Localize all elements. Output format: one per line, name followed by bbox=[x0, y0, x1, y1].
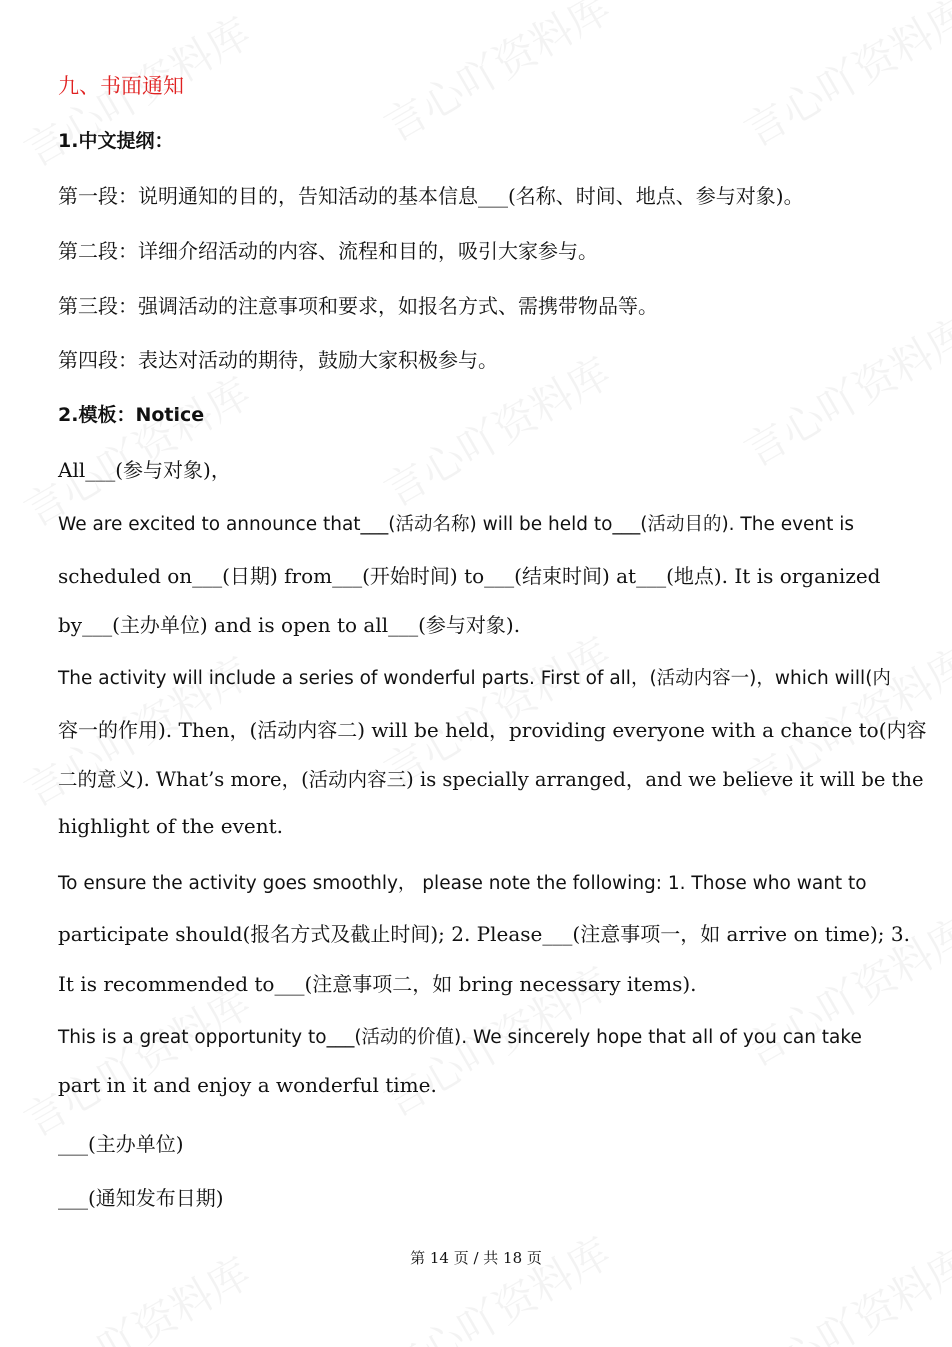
paragraph-2-line: 二的意义). What’s more，(活动内容三) is specially arranged，and we believe it will be the bbox=[58, 768, 924, 791]
watermark bbox=[372, 1221, 620, 1347]
outline-paragraph-4: 第四段：表达对活动的期待，鼓励大家积极参与。 bbox=[58, 348, 498, 372]
paragraph-2-line: highlight of the event. bbox=[58, 814, 283, 838]
watermark bbox=[372, 0, 620, 154]
paragraph-3-line: It is recommended to___(注意事项二，如 bring necessary items). bbox=[58, 972, 697, 996]
signature: ___(主办单位) bbox=[58, 1132, 184, 1156]
paragraph-1-line: scheduled on___(日期) from___(开始时间) to___(结束时间) at___(地点). It is organized bbox=[58, 564, 881, 588]
paragraph-1-line: We are excited to announce that___(活动名称) will be held to___(活动目的). The event is bbox=[58, 514, 855, 535]
outline-title: 1.中文提纲： bbox=[58, 130, 174, 152]
paragraph-2-line: The activity will include a series of wonderful parts. First of all，(活动内容一)，which will(内 bbox=[58, 668, 891, 689]
watermark bbox=[732, 301, 952, 479]
paragraph-3-line: participate should(报名方式及截止时间); 2. Please___(注意事项一，如 arrive on time); 3. bbox=[58, 922, 910, 946]
paragraph-3-line: To ensure the activity goes smoothly， please note the following: 1. Those who want to bbox=[58, 873, 867, 894]
section-title: 九、书面通知 bbox=[58, 74, 184, 98]
paragraph-4-line: This is a great opportunity to___(活动的价值). We sincerely hope that all of you can take bbox=[58, 1027, 862, 1048]
page-number: 第 14 页 / 共 18 页 bbox=[410, 1249, 542, 1267]
watermark bbox=[732, 0, 952, 159]
paragraph-4-line: part in it and enjoy a wonderful time. bbox=[58, 1073, 437, 1097]
outline-paragraph-3: 第三段：强调活动的注意事项和要求，如报名方式、需携带物品等。 bbox=[58, 294, 658, 318]
notice-date: ___(通知发布日期) bbox=[58, 1186, 224, 1210]
watermark bbox=[12, 971, 260, 1149]
paragraph-2-line: 容一的作用). Then，(活动内容二) will be held，providing everyone with a chance to(内容 bbox=[58, 718, 927, 742]
paragraph-1-line: by___(主办单位) and is open to all___(参与对象). bbox=[58, 613, 521, 637]
salutation: All___(参与对象)， bbox=[58, 458, 231, 482]
outline-paragraph-2: 第二段：详细介绍活动的内容、流程和目的，吸引大家参与。 bbox=[58, 239, 598, 263]
outline-paragraph-1: 第一段：说明通知的目的，告知活动的基本信息___(名称、时间、地点、参与对象)。 bbox=[58, 184, 804, 208]
template-title: 2.模板：Notice bbox=[58, 404, 205, 426]
